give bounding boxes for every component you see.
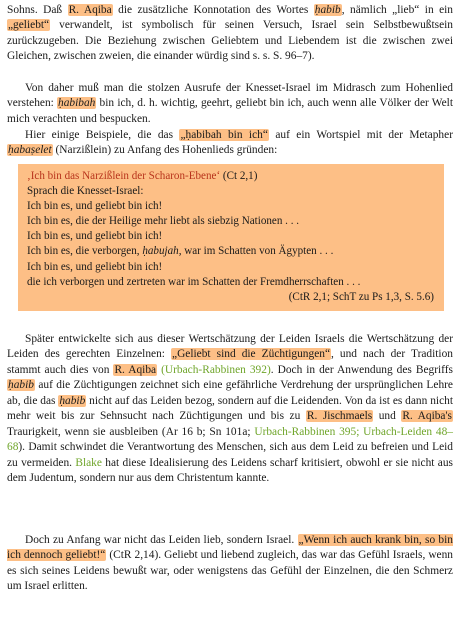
text: (Narzißlein) zu Anfang des Hohenlieds gründen: (52, 144, 278, 157)
highlight-term: ḥabaṣelet (8, 144, 52, 157)
quote-ref: (Ct 2,1) (220, 170, 258, 182)
quote-line: Ich bin es, die der Heilige mehr liebt als siebzig Nationen . . . (27, 215, 300, 228)
quote-line (27, 169, 436, 184)
text: Doch zu Anfang war nicht das Leiden lieb, sondern Israel. (25, 534, 298, 546)
highlighted-quote-block (18, 164, 444, 311)
text: auf ein Wortspiel mit der Metapher (268, 129, 453, 141)
paragraph-1 (7, 3, 453, 65)
highlight-name: R. Aqiba (114, 363, 157, 376)
text: (CtR 2,14). Geliebt und liebend zugleich, das war das Gefühl Israels, wenn es sich seines Leidens bewußt war, oder wenigstens das Gefühl der Einzelnen, die den Schmerz um Israel erlitten. (7, 549, 453, 593)
text: nicht auf das Leiden bezog, sondern auf die Leidenden. Von da ist es dann nicht mehr weit bis zur Sehnsucht nach Züchtigungen und bis zu (7, 394, 453, 423)
text: Hier einige Beispiele, die das (25, 129, 180, 141)
quote-line: Ich bin es, und geliebt bin ich! (27, 260, 163, 273)
text: Später entwickelte sich aus dieser Wertschätzung der Leiden Israels die Wertschätzung der Leiden des gerechten Einzelnen: (7, 333, 453, 361)
highlight-term: ḥabib (8, 379, 34, 392)
quote-title: ‚Ich bin das Narzißlein der Scharon-Ebene‘ (27, 170, 221, 182)
text: , nämlich „lieb“ in ein (341, 4, 453, 16)
paragraph-5 (7, 533, 453, 595)
highlight-term: ḥabib (314, 4, 341, 16)
quote-citation: (CtR 2,1; SchT zu Ps 1,3, S. 5.6) (288, 290, 434, 303)
highlight-name: R. Jischmaels (306, 410, 373, 423)
highlight-phrase: „ḥabibah bin ich“ (180, 129, 268, 141)
reference-link: Urbach-Rabbinen 395; Urbach-Leiden 48–68 (7, 425, 453, 454)
highlight-quote: „Geliebt sind die Züchtigungen“ (172, 348, 330, 361)
quote-line: Sprach die Knesset-Israel: (27, 185, 144, 198)
quote-line: Ich bin es, und geliebt bin ich! (27, 200, 163, 213)
text: auf die Züchtigungen zeichnet sich eine gefährliche Verdrehung der ursprünglichen Lehre ab, die das (7, 379, 453, 407)
highlight-name: R. Aqiba's (402, 410, 452, 423)
text: und (373, 410, 402, 423)
paragraph-2 (7, 81, 453, 127)
highlight-name: R. Aqiba (68, 4, 112, 16)
paragraph-3 (7, 128, 453, 159)
text: verwandelt, ist symbolisch für seinen Versuch, Israel sein Selbstbewußtsein zurückzugeben. Die Beziehung zwischen Geliebtem und Liebendem ist die zwischen zwei Gleichen, zwischen zweien, die einander würdig sind s. s. S. 96–7). (7, 19, 453, 63)
quote-line: Ich bin es, und geliebt bin ich! (27, 230, 163, 243)
text: Ich bin es, die verborgen, (27, 245, 143, 258)
reference-link: Blake (75, 456, 102, 469)
highlight-term: ḥabibah (58, 97, 96, 110)
quote-line (27, 244, 436, 259)
text: . Doch in der Anwendung des Begriffs (270, 363, 453, 376)
highlight-quote: „Wenn ich auch krank bin, so bin ich dennoch geliebt!“ (7, 534, 453, 562)
text: ḥabujah, (142, 245, 182, 258)
text: Von daher muß man die stolzen Ausrufe der Knesset-Israel im Midrasch zum Hohenlied verstehen: (7, 82, 453, 110)
paragraph-4 (7, 332, 453, 487)
text: hat diese Idealisierung des Leidens scharf kritisiert, obwohl er sie nicht aus dem Judentum, sondern nur aus dem Christentum kannte. (7, 456, 453, 485)
text: bin ich, d. h. wichtig, geehrt, geliebt bin ich, auch wenn alle Völker der Welt mich verachten und bespucken. (7, 97, 454, 125)
highlight-term: „geliebt“ (8, 19, 50, 32)
text: , und nach der Tradition stammt auch dies von (7, 348, 453, 376)
text: Traurigkeit, wenn sie ausbleiben (Ar 16 b; Sn 101a; (7, 425, 255, 438)
reference-link: (Urbach-Rabbinen 392) (161, 363, 271, 376)
text: ). Damit schwindet die Verantwortung des Menschen, sich aus dem Leid zu befreien und Leid zu vermeiden. (7, 441, 453, 469)
highlight-term: ḥabib (59, 394, 86, 407)
text: die zusätzliche Konnotation des Wortes (112, 4, 314, 16)
text: Sohns. Daß (7, 4, 68, 16)
quote-line: die ich verborgen und zertreten war im Schatten der Fremdherrschaften . . . (27, 275, 361, 288)
text: war im Schatten von Ägypten . . . (181, 245, 334, 258)
